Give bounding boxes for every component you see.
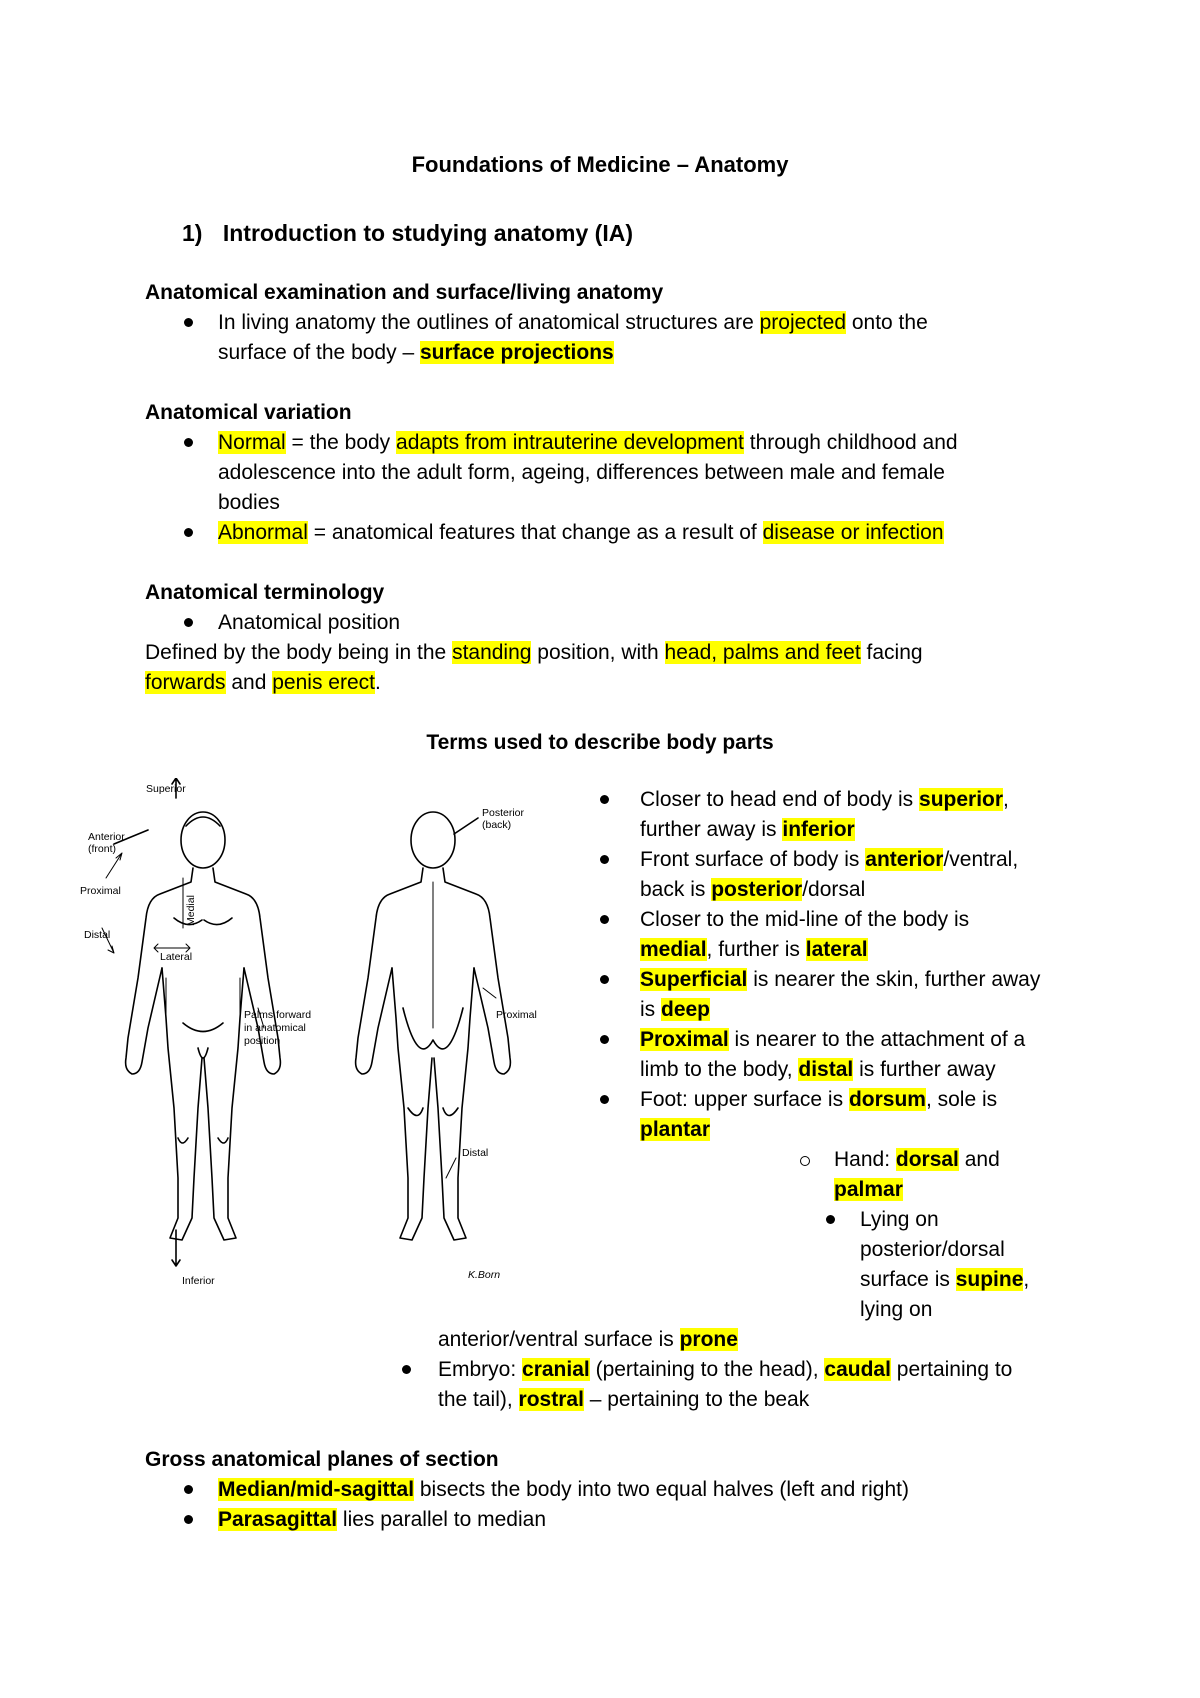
document-title: Foundations of Medicine – Anatomy <box>411 152 789 177</box>
term-superior-line1: Closer to head end of body is superior, <box>640 788 1009 811</box>
section-heading <box>182 218 633 248</box>
variation-heading: Anatomical variation <box>145 401 352 424</box>
terminology-def-line1: Defined by the body being in the standing position, with head, palms and feet facing <box>145 641 923 664</box>
fig-label-distal-right: Distal <box>462 1147 489 1159</box>
term-foot-line1: Foot: upper surface is dorsum, sole is <box>640 1088 998 1111</box>
variation-abnormal: Abnormal = anatomical features that change as a result of disease or infection <box>218 521 944 544</box>
exam-bullet-line1: In living anatomy the outlines of anatomical structures are projected onto the <box>218 311 928 334</box>
term-lying-line3: surface is supine, <box>860 1268 1030 1291</box>
fig-label-palms3: position <box>244 1035 281 1047</box>
terminology-heading: Anatomical terminology <box>145 581 385 604</box>
planes-heading: Gross anatomical planes of section <box>145 1448 499 1471</box>
planes-parasagittal: Parasagittal lies parallel to median <box>218 1508 547 1531</box>
fig-label-lateral: Lateral <box>160 951 193 963</box>
anatomical-position-figure <box>78 778 578 1298</box>
fig-label-inferior: Inferior <box>182 1275 215 1287</box>
bullet-icon <box>184 618 193 627</box>
bullet-icon <box>184 528 193 537</box>
variation-normal-line1: Normal = the body adapts from intrauterine development through childhood and <box>218 431 958 454</box>
term-proximal-line1: Proximal is nearer to the attachment of a <box>640 1028 1026 1051</box>
term-lying-line4: lying on <box>860 1298 933 1321</box>
terms-heading: Terms used to describe body parts <box>426 731 774 754</box>
term-lying-line1: Lying on <box>860 1208 939 1231</box>
term-anterior-line1: Front surface of body is anterior/ventral, <box>640 848 1019 871</box>
term-medial-line2: medial, further is lateral <box>640 938 868 961</box>
term-superficial-line2: is deep <box>640 998 711 1021</box>
bullet-icon <box>184 1485 193 1494</box>
bullet-icon <box>600 795 609 804</box>
distal-right-pointer-icon <box>446 1158 456 1178</box>
term-superficial-line1: Superficial is nearer the skin, further away <box>640 968 1041 991</box>
fig-label-proximal-left: Proximal <box>80 885 121 897</box>
terminology-def-line2: forwards and penis erect. <box>145 671 381 694</box>
terminology-bullet: Anatomical position <box>218 611 401 634</box>
variation-normal-line2: adolescence into the adult form, ageing, differences between male and female <box>218 461 945 484</box>
fig-label-distal-left: Distal <box>84 929 111 941</box>
fig-label-palms1: Palms forward <box>244 1009 312 1021</box>
bullet-icon <box>184 1515 193 1524</box>
term-lying-line5: anterior/ventral surface is prone <box>438 1328 738 1351</box>
posterior-arrow-icon <box>454 818 478 834</box>
variation-normal-line3: bodies <box>218 491 280 514</box>
fig-label-superior: Superior <box>146 783 186 795</box>
bullet-icon <box>600 975 609 984</box>
bullet-icon <box>600 855 609 864</box>
back-body-drawing <box>356 812 511 1240</box>
proximal-right-pointer-icon <box>483 988 496 998</box>
planes-median: Median/mid-sagittal bisects the body into two equal halves (left and right) <box>218 1478 909 1501</box>
term-embryo-line1: Embryo: cranial (pertaining to the head), caudal pertaining to <box>438 1358 1013 1381</box>
proximal-left-arrow-icon <box>106 853 122 878</box>
sub-bullet-icon <box>800 1156 810 1166</box>
bullet-icon <box>184 318 193 327</box>
term-anterior-line2: back is posterior/dorsal <box>640 878 866 901</box>
bullet-icon <box>600 1035 609 1044</box>
exam-heading: Anatomical examination and surface/living anatomy <box>145 281 664 304</box>
term-proximal-line2: limb to the body, distal is further away <box>640 1058 996 1081</box>
bullet-icon <box>600 1095 609 1104</box>
bullet-icon <box>402 1365 411 1374</box>
fig-label-anterior: Anterior <box>88 831 125 843</box>
term-hand-line1: Hand: dorsal and <box>834 1148 1000 1171</box>
fig-label-front: (front) <box>88 843 117 855</box>
inferior-arrow-icon <box>172 1230 180 1266</box>
bullet-icon <box>826 1215 835 1224</box>
section-title: Introduction to studying anatomy (IA) <box>222 220 633 246</box>
bullet-icon <box>600 915 609 924</box>
fig-label-proximal-right: Proximal <box>496 1009 537 1021</box>
fig-label-palms2: in anatomical <box>244 1022 306 1034</box>
fig-label-back: (back) <box>482 819 512 831</box>
exam-bullet-line2: surface of the body – surface projections <box>218 341 614 364</box>
term-embryo-line2: the tail), rostral – pertaining to the beak <box>438 1388 810 1411</box>
fig-label-signature: K.Born <box>468 1269 501 1281</box>
term-hand-line2: palmar <box>834 1178 903 1201</box>
term-foot-line2: plantar <box>640 1118 711 1141</box>
term-superior-line2: further away is inferior <box>640 818 855 841</box>
section-number: 1) <box>182 220 203 246</box>
bullet-icon <box>184 438 193 447</box>
term-medial-line1: Closer to the mid-line of the body is <box>640 908 970 931</box>
term-lying-line2: posterior/dorsal <box>860 1238 1005 1261</box>
fig-label-posterior: Posterior <box>482 807 525 819</box>
fig-label-medial: Medial <box>185 895 197 926</box>
